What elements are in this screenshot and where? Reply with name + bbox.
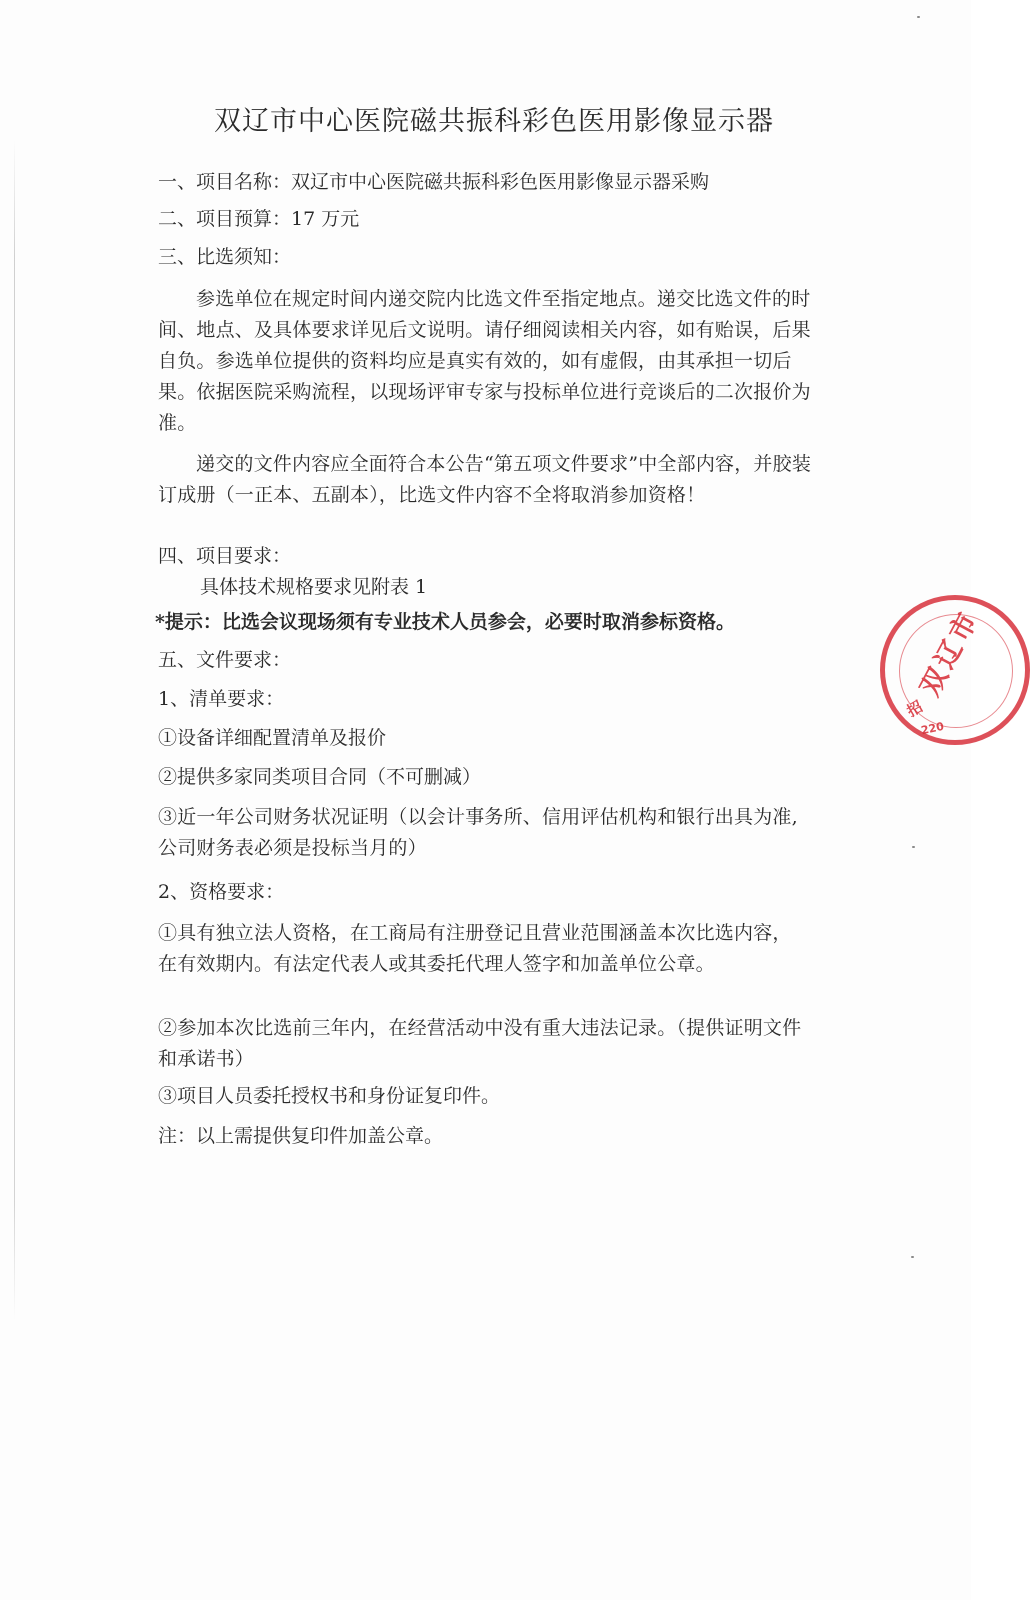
scan-speck — [911, 1256, 914, 1258]
scan-edge-line — [14, 140, 15, 1320]
list-item-1: ①设备详细配置清单及报价 — [158, 727, 387, 749]
note-line: 注：以上需提供复印件加盖公章。 — [158, 1125, 444, 1147]
qualification-item-3: ③项目人员委托授权书和身份证复印件。 — [158, 1085, 501, 1107]
tip-line: *提示：比选会议现场须有专业技术人员参会，必要时取消参标资格。 — [155, 611, 735, 633]
requirements-heading: 四、项目要求： — [158, 545, 292, 567]
project-name-line: 一、项目名称：双辽市中心医院磁共振科彩色医用影像显示器采购 — [158, 171, 710, 193]
requirements-detail: 具体技术规格要求见附表 1 — [200, 576, 428, 598]
document-title: 双辽市中心医院磁共振科彩色医用影像显示器 — [214, 106, 774, 137]
notice-paragraph-2: 递交的文件内容应全面符合本公告“第五项文件要求”中全部内容，并胶装订成册（一正本、五副本），比选文件内容不全将取消参加资格！ — [158, 453, 812, 506]
seal-text-mid: 招 — [903, 697, 926, 721]
qualification-item-1: ①具有独立法人资格，在工商局有注册登记且营业范围涵盖本次比选内容，在有效期内。有法定代表人或其委托代理人签字和加盖单位公章。 — [158, 922, 792, 975]
budget-line: 二、项目预算：17 万元 — [158, 208, 360, 230]
docs-heading: 五、文件要求： — [158, 649, 292, 671]
list-item-2: ②提供多家同类项目合同（不可删减） — [158, 766, 482, 788]
list-heading: 1、清单要求： — [158, 688, 285, 710]
qualification-heading: 2、资格要求： — [158, 881, 285, 903]
scan-speck — [912, 846, 915, 848]
notice-heading: 三、比选须知： — [158, 246, 292, 268]
qualification-item-2: ②参加本次比选前三年内，在经营活动中没有重大违法记录。（提供证明文件和承诺书） — [158, 1017, 802, 1070]
list-item-3: ③近一年公司财务状况证明（以会计事务所、信用评估机构和银行出具为准,公司财务表必须是投标当月的） — [158, 806, 798, 859]
seal-text-main: 双辽市 — [914, 604, 986, 702]
official-seal-stamp — [880, 595, 1030, 745]
scan-speck — [917, 16, 920, 18]
seal-text-code: 220 — [919, 719, 946, 738]
notice-paragraph-1: 参选单位在规定时间内递交院内比选文件至指定地点。递交比选文件的时间、地点、及具体要求详见后文说明。请仔细阅读相关内容，如有贻误，后果自负。参选单位提供的资料均应是真实有效的，如有虚假，由其承担一切后果。依据医院采购流程，以现场评审专家与投标单位进行竞谈后的二次报价为准。 — [158, 288, 811, 434]
